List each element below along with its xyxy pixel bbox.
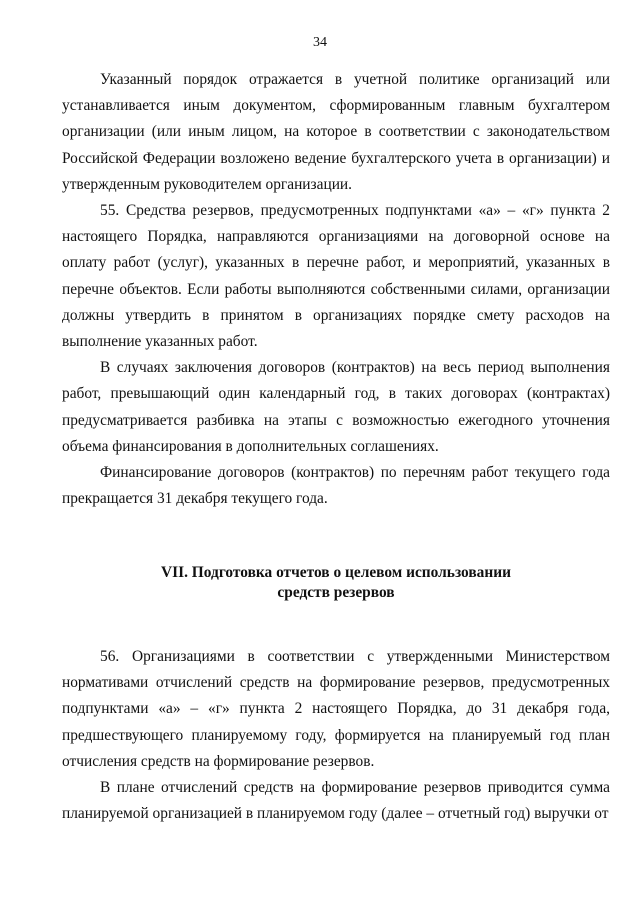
paragraph: В случаях заключения договоров (контрактов) на весь период выполнения работ, превышающий один календарный год, в таких договорах (контрактах) предусматривается разбивка на этапы с возможностью ежегодного уточнения объема финансирования в дополнительных соглашениях. (62, 359, 610, 455)
page-number: 34 (313, 35, 327, 50)
section-heading-line: VII. Подготовка отчетов о целевом использовании (161, 564, 511, 581)
paragraph: В плане отчислений средств на формирование резервов приводится сумма планируемой организацией в планируемом году (далее – отчетный год) выручки от (62, 779, 610, 823)
paragraph: 55. Средства резервов, предусмотренных подпунктами «а» – «г» пункта 2 настоящего Порядка, направляются организациями на договорной основе на оплату работ (услуг), указанных в перечне работ, и мероприятий, указанных в перечне объектов. Если работы выполняются собственными силами, организации должны утвердить в принятом в организациях порядке смету расходов на выполнение указанных работ. (62, 202, 610, 351)
body-text-top (62, 67, 610, 512)
paragraph: Указанный порядок отражается в учетной политике организаций или устанавливается иным документом, сформированным главным бухгалтером организации (или иным лицом, на которое в соответствии с законодательством Российской Федерации возложено ведение бухгалтерского учета в организации) и утвержденным руководителем организации. (62, 71, 610, 193)
paragraph: 56. Организациями в соответствии с утвержденными Министерством нормативами отчислений средств на формирование резервов, предусмотренных подпунктами «а» – «г» пункта 2 настоящего Порядка, до 31 декабря года, предшествующего планируемому году, формируется на планируемый год план отчисления средств на формирование резервов. (62, 648, 610, 770)
section-heading (62, 563, 610, 603)
paragraph: Финансирование договоров (контрактов) по перечням работ текущего года прекращается 31 декабря текущего года. (62, 464, 610, 508)
section-heading-line: средств резервов (277, 584, 395, 601)
body-text-bottom (62, 644, 610, 827)
